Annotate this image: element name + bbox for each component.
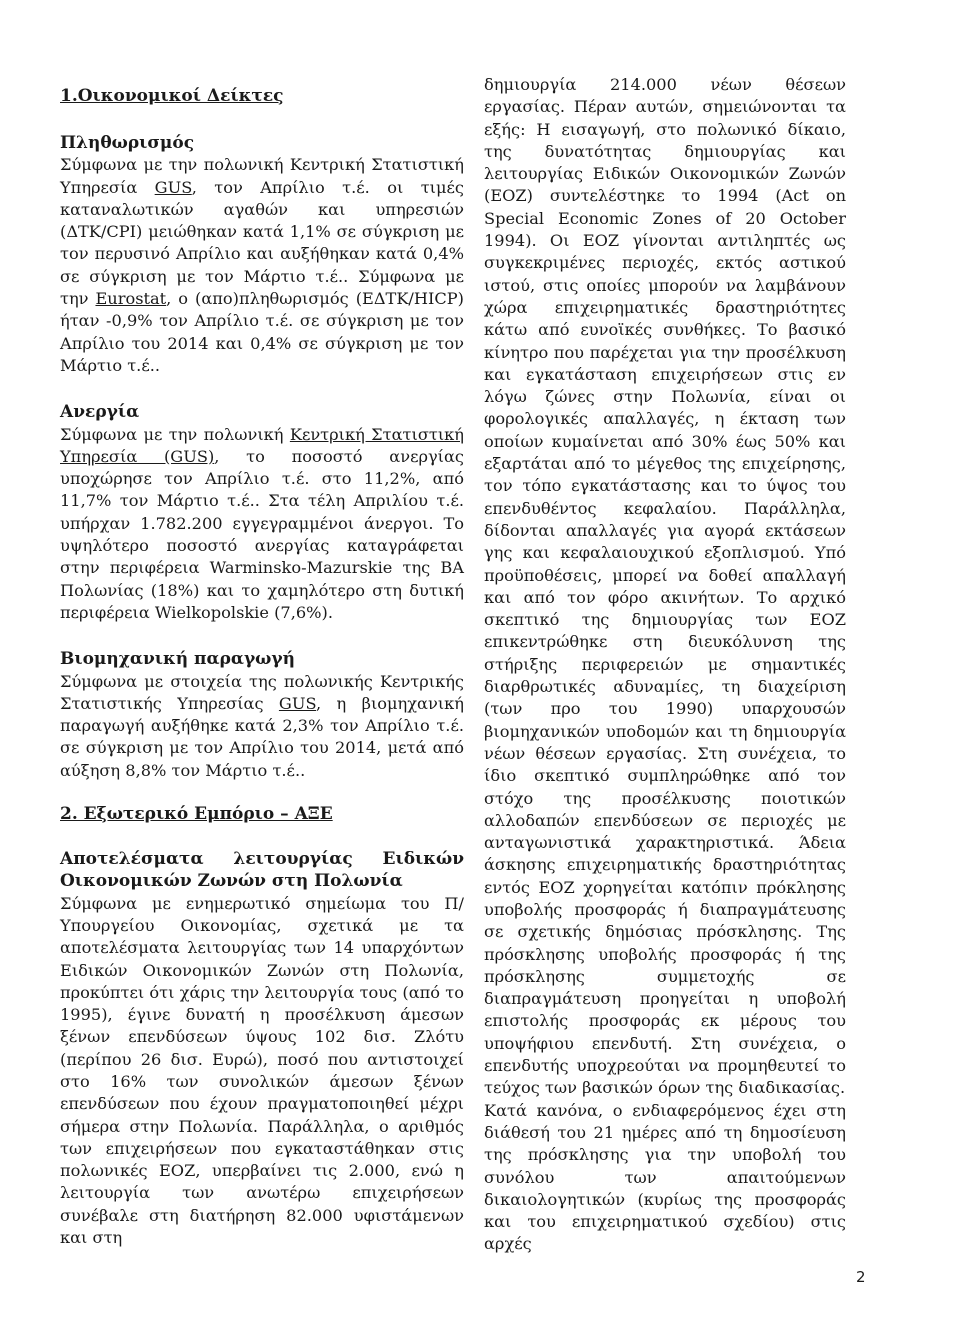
central-statistical-office-link[interactable]: Κεντρική Στατιστική Υπηρεσία (GUS) [60, 424, 464, 466]
inflation-paragraph: Σύμφωνα με την πολωνική Κεντρική Στατιστική Υπηρεσία GUS, τον Απρίλιο τ.έ. οι τιμές καταναλωτικών αγαθών και υπηρεσιών (ΔΤΚ/CPI) μειώθηκαν κατά 1,1% σε σύγκριση με τον περυσινό Απρίλιο και αυξήθηκαν κατά 0,4% σε σύγκριση με τον Μάρτιο τ.έ.. Σύμφωνα με την Eurostat, ο (απο)πληθωρισμός (ΕΔΤΚ/HICP) ήταν -0,9% τον Απρίλιο τ.έ. σε σύγκριση με τον Απρίλιο του 2014 και 0,4% σε σύγκριση με τον Μάρτιο τ.έ.. [60, 155, 464, 375]
eurostat-link[interactable]: Eurostat [95, 289, 167, 309]
sez-paragraph-left: Σύμφωνα με ενημερωτικό σημείωμα του Π/Υπουργείου Οικονομίας, σχετικά με τα αποτελέσματα λειτουργίας των 14 υπαρχόντων Ειδικών Οικονομικών Ζωνών στη Πολωνία, προκύπτει ότι χάρις την λειτουργία τους (από το 1995), έγινε δυνατή η προσέλκυση άμεσων ξένων επενδύσεων ύψους 102 δισ. Ζλότυ (περίπου 26 δισ. Ευρώ), ποσό που αντιστοιχεί στο 16% των συνολικών άμεσων ξένων επενδύσεων που έχουν πραγματοποιηθεί μέχρι σήμερα στην Πολωνία. Παράλληλα, ο αριθμός των επιχειρήσεων που εγκαταστάθηκαν στις πολωνικές ΕΟΖ, υπερβαίνει τις 2.000, ενώ η λειτουργία των ανωτέρω επιχειρήσεων συνέβαλε στη διατήρηση 82.000 υφιστάμενων και στη [60, 893, 464, 1248]
section-2-title: 2. Εξωτερικό Εμπόριο – ΑΞΕ [60, 804, 333, 825]
sez-paragraph-right-2: Κατά κανόνα, ο ενδιαφερόμενος έχει στη διάθεσή του 21 ημέρες από τη δημοσίευση της πρόσκλησης για την υποβολή του συνόλου των απαιτούμενων δικαιολογητικών (κυρίως της προσφοράς και του επιχειρηματικού σχεδίου) στις αρχές [484, 1100, 846, 1254]
unemployment-paragraph: Σύμφωνα με την πολωνική Κεντρική Στατιστική Υπηρεσία (GUS), το ποσοστό ανεργίας υποχώρησε τον Απρίλιο τ.έ. στο 11,2%, από 11,7% τον Μάρτιο τ.έ.. Στα τέλη Απριλίου τ.έ. υπήρχαν 1.782.200 εγγεγραμμένοι άνεργοι. Το υψηλότερο ποσοστό ανεργίας καταγράφεται στην περιφέρεια Warminsko-Mazurskie της ΒΑ Πολωνίας (18%) και το χαμηλότερο στη δυτική περιφέρεια Wielkopolskie (7,6%). [60, 424, 464, 622]
gus-link-2[interactable]: GUS [278, 693, 317, 713]
left-column [60, 78, 464, 1249]
inflation-heading: Πληθωρισμός [60, 133, 195, 153]
right-column [484, 74, 846, 1256]
sez-heading: Αποτελέσματα λειτουργίας Ειδικών Οικονομικών Ζωνών στη Πολωνία [60, 849, 464, 892]
section-1-title: 1.Οικονομικοί Δείκτες [60, 86, 284, 106]
gus-link[interactable]: GUS [154, 177, 192, 197]
industry-paragraph: Σύμφωνα με στοιχεία της πολωνικής Κεντρικής Στατιστικής Υπηρεσίας GUS, η βιομηχανική παραγωγή αυξήθηκε κατά 2,3% τον Απρίλιο τ.έ. σε σύγκριση με τον Απρίλιο του 2014, μετά από αύξηση 8,8% τον Μάρτιο τ.έ.. [60, 671, 464, 780]
page-number: 2 [856, 1268, 866, 1286]
unemployment-heading: Ανεργία [60, 402, 140, 423]
industry-heading: Βιομηχανική παραγωγή [60, 649, 295, 670]
sez-paragraph-right-1: δημιουργία 214.000 νέων θέσεων εργασίας. Πέραν αυτών, σημειώνονται τα εξής: Η εισαγωγή, στο πολωνικό δίκαιο, της δυνατότητας δημιουργίας και λειτουργίας Ειδικών Οικονομικών Ζωνών (ΕΟΖ) συντελέστηκε το 1994 (Act on Special Economic Zones of 20 October 1994). Οι ΕΟΖ γίνονται αντιληπτές ως συγκεκριμένες περιοχές, εκτός αστικού ιστού, στις οποίες μπορούν να λαμβάνουν χώρα επιχειρηματικές δραστηριότητες κάτω από ευνοϊκές συνθήκες. Το βασικό κίνητρο που παρέχεται για την προσέλκυση και εγκατάσταση επιχειρήσεων στις εν λόγω ζώνες στην Πολωνία, είναι οι φορολογικές απαλλαγές, η έκταση των οποίων κυμαίνεται από 30% έως 50% και εξαρτάται από το μέγεθος της επιχείρησης, τον τόπο εγκατάστασης και το ύψος του επενδυθέντος κεφαλαίου. Παράλληλα, δίδονται απαλλαγές για αγορά εκτάσεων γης και κεφαλαιουχικού εξοπλισμού. Υπό προϋποθέσεις, μπορεί να δοθεί απαλλαγή και από τον φόρο ακινήτων. Το αρχικό σκεπτικό της δημιουργίας των ΕΟΖ επικεντρώθηκε στη διευκόλυνση της στήριξης περιφερειών με σημαντικές διαρθρωτικές αδυναμίες, τη διαχείριση (των προ του 1990) υπαρχουσών βιομηχανικών υποδομών και τη δημιουργία νέων θέσεων εργασίας. Στη συνέχεια, το ίδιο σκεπτικό συμπληρώθηκε από τον στόχο της προσέλκυσης ποιοτικών αλλοδαπών επενδύσεων σε περιοχές με ανταγωνιστικά χαρακτηριστικά. Άδεια άσκησης επιχειρηματικής δραστηριότητας εντός ΕΟΖ χορηγείται κατόπιν πρόκλησης υποβολής προσφοράς ή διαπραγμάτευσης σε σχετικής δημόσιας πρόσκλησης. Της πρόσκλησης υποβολής προσφοράς ή της πρόσκλησης συμμετοχής σε διαπραγμάτευση προηγείται η υποβολή επιστολής προσφοράς εκ μέρους του υποψήφιου επενδυτή. Στη συνέχεια, ο επενδυτής υποχρεούται να προμηθευτεί το τεύχος των βασικών όρων της διαδικασίας. [484, 75, 846, 1098]
